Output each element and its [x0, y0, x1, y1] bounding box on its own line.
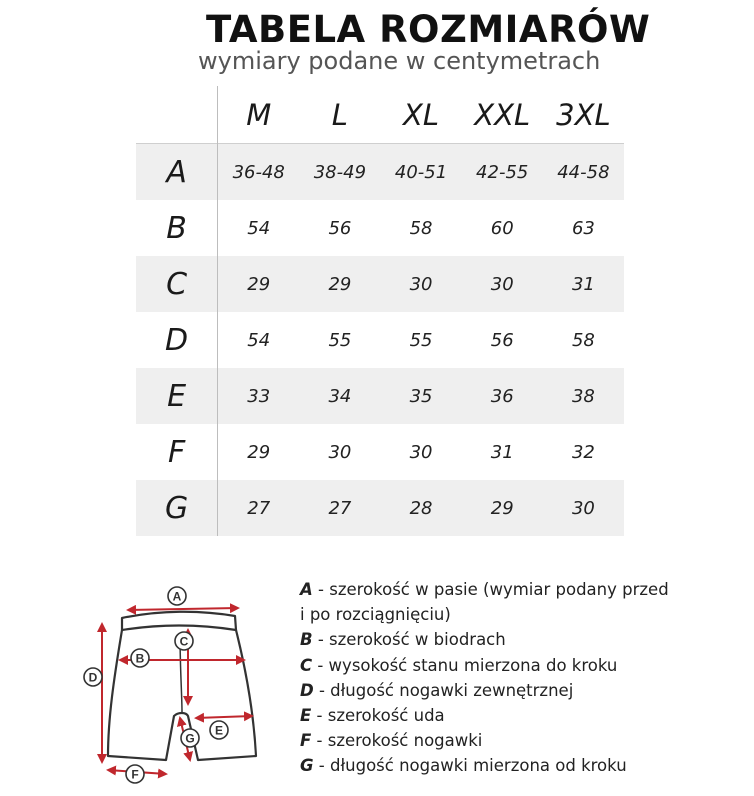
measure-marker-a	[168, 587, 186, 605]
table-cell: 42-55	[462, 144, 543, 201]
legend-text: - wysokość stanu mierzona do kroku	[312, 655, 618, 675]
table-cell: 29	[247, 441, 271, 463]
table-row	[136, 144, 624, 201]
table-cell: 29	[462, 480, 543, 536]
legend-line-a-cont	[300, 602, 740, 627]
table-cell: 34	[299, 368, 380, 424]
table-cell: 32	[571, 441, 595, 463]
svg-text:G: G	[185, 731, 195, 746]
legend-text: - szerokość w pasie (wymiar podany przed	[312, 580, 669, 599]
table-cell: 36-48	[218, 144, 300, 201]
row-label-a: A	[136, 144, 218, 201]
measure-marker-f	[126, 765, 144, 783]
table-cell: 29	[218, 256, 300, 312]
svg-text:B: B	[135, 651, 145, 666]
row-label-b: B	[136, 200, 218, 256]
measurement-lines	[102, 608, 252, 774]
svg-text:A: A	[172, 589, 182, 604]
page-title: TABELA ROZMIARÓW	[206, 8, 651, 51]
legend-text: - szerokość uda	[311, 706, 445, 726]
measure-marker-c	[175, 632, 193, 650]
table-cell: 30	[462, 256, 543, 312]
legend-letter: D	[300, 680, 314, 700]
legend-text: - długość nogawki mierzona od kroku	[313, 756, 627, 776]
table-row	[136, 200, 624, 256]
table-cell: 30	[409, 441, 433, 463]
table-cell: 54	[247, 217, 271, 239]
table-cell: 33	[218, 368, 300, 424]
size-header-xl: XL	[403, 97, 440, 132]
table-cell: 29	[299, 256, 380, 312]
legend-letter: F	[300, 731, 312, 751]
legend-letter: E	[300, 706, 312, 726]
legend-text: - długość nogawki zewnętrznej	[313, 680, 574, 700]
svg-text:D: D	[88, 670, 98, 685]
table-cell: 55	[328, 329, 352, 351]
table-cell: 38	[543, 368, 624, 424]
table-cell: 56	[328, 217, 352, 239]
table-cell: 27	[299, 480, 380, 536]
shorts-measurement-diagram	[70, 578, 300, 793]
legend-line-d	[300, 678, 740, 703]
legend-letter: C	[300, 655, 313, 675]
legend-line-e	[300, 703, 740, 728]
measure-marker-g	[181, 729, 199, 747]
table-cell: 30	[543, 480, 624, 536]
measure-marker-b	[131, 649, 149, 667]
legend-line-g	[300, 753, 740, 778]
row-label-f: F	[136, 424, 218, 480]
legend-letter: G	[300, 756, 314, 776]
table-row	[136, 256, 624, 312]
row-label-e: E	[136, 368, 218, 424]
size-header-xxl: XXL	[474, 97, 531, 132]
legend-letter: B	[300, 630, 313, 650]
table-cell: 30	[328, 441, 352, 463]
row-label-d: D	[136, 312, 218, 368]
legend-line-f	[300, 728, 740, 753]
measure-marker-e	[210, 721, 228, 739]
legend-text: i po rozciągnięciu)	[300, 605, 451, 625]
table-cell: 54	[247, 329, 271, 351]
row-label-g: G	[136, 480, 218, 536]
table-row	[136, 312, 624, 368]
table-row	[136, 480, 624, 536]
table-cell: 63	[571, 217, 595, 239]
table-cell: 60	[490, 217, 514, 239]
measure-marker-d	[84, 668, 102, 686]
svg-text:F: F	[131, 767, 139, 782]
svg-text:E: E	[214, 723, 224, 738]
table-cell: 31	[490, 441, 514, 463]
svg-text:C: C	[179, 634, 189, 649]
legend-line-c	[300, 653, 740, 678]
table-cell: 38-49	[299, 144, 380, 201]
legend-text: - szerokość nogawki	[311, 731, 483, 751]
table-row	[136, 424, 624, 480]
table-cell: 58	[409, 217, 433, 239]
legend-line-b	[300, 627, 740, 652]
table-cell: 58	[571, 329, 595, 351]
table-row	[136, 368, 624, 424]
table-cell: 27	[218, 480, 300, 536]
table-cell: 36	[462, 368, 543, 424]
page-subtitle: wymiary podane w centymetrach	[198, 47, 601, 75]
table-cell: 35	[380, 368, 461, 424]
table-cell: 30	[380, 256, 461, 312]
table-cell: 55	[409, 329, 433, 351]
legend-line-a	[300, 577, 740, 602]
table-cell: 56	[490, 329, 514, 351]
measurement-legend	[300, 577, 740, 779]
size-header-3xl: 3XL	[556, 97, 611, 132]
size-table	[136, 86, 624, 536]
table-cell: 31	[543, 256, 624, 312]
size-header-m: M	[246, 97, 272, 132]
size-header-row	[136, 86, 624, 144]
legend-letter: A	[300, 580, 313, 599]
legend-text: - szerokość w biodrach	[312, 630, 506, 650]
table-cell: 44-58	[543, 144, 624, 201]
table-corner	[136, 86, 218, 144]
row-label-c: C	[136, 256, 218, 312]
table-cell: 40-51	[380, 144, 461, 201]
size-header-l: L	[331, 97, 348, 132]
table-cell: 28	[380, 480, 461, 536]
